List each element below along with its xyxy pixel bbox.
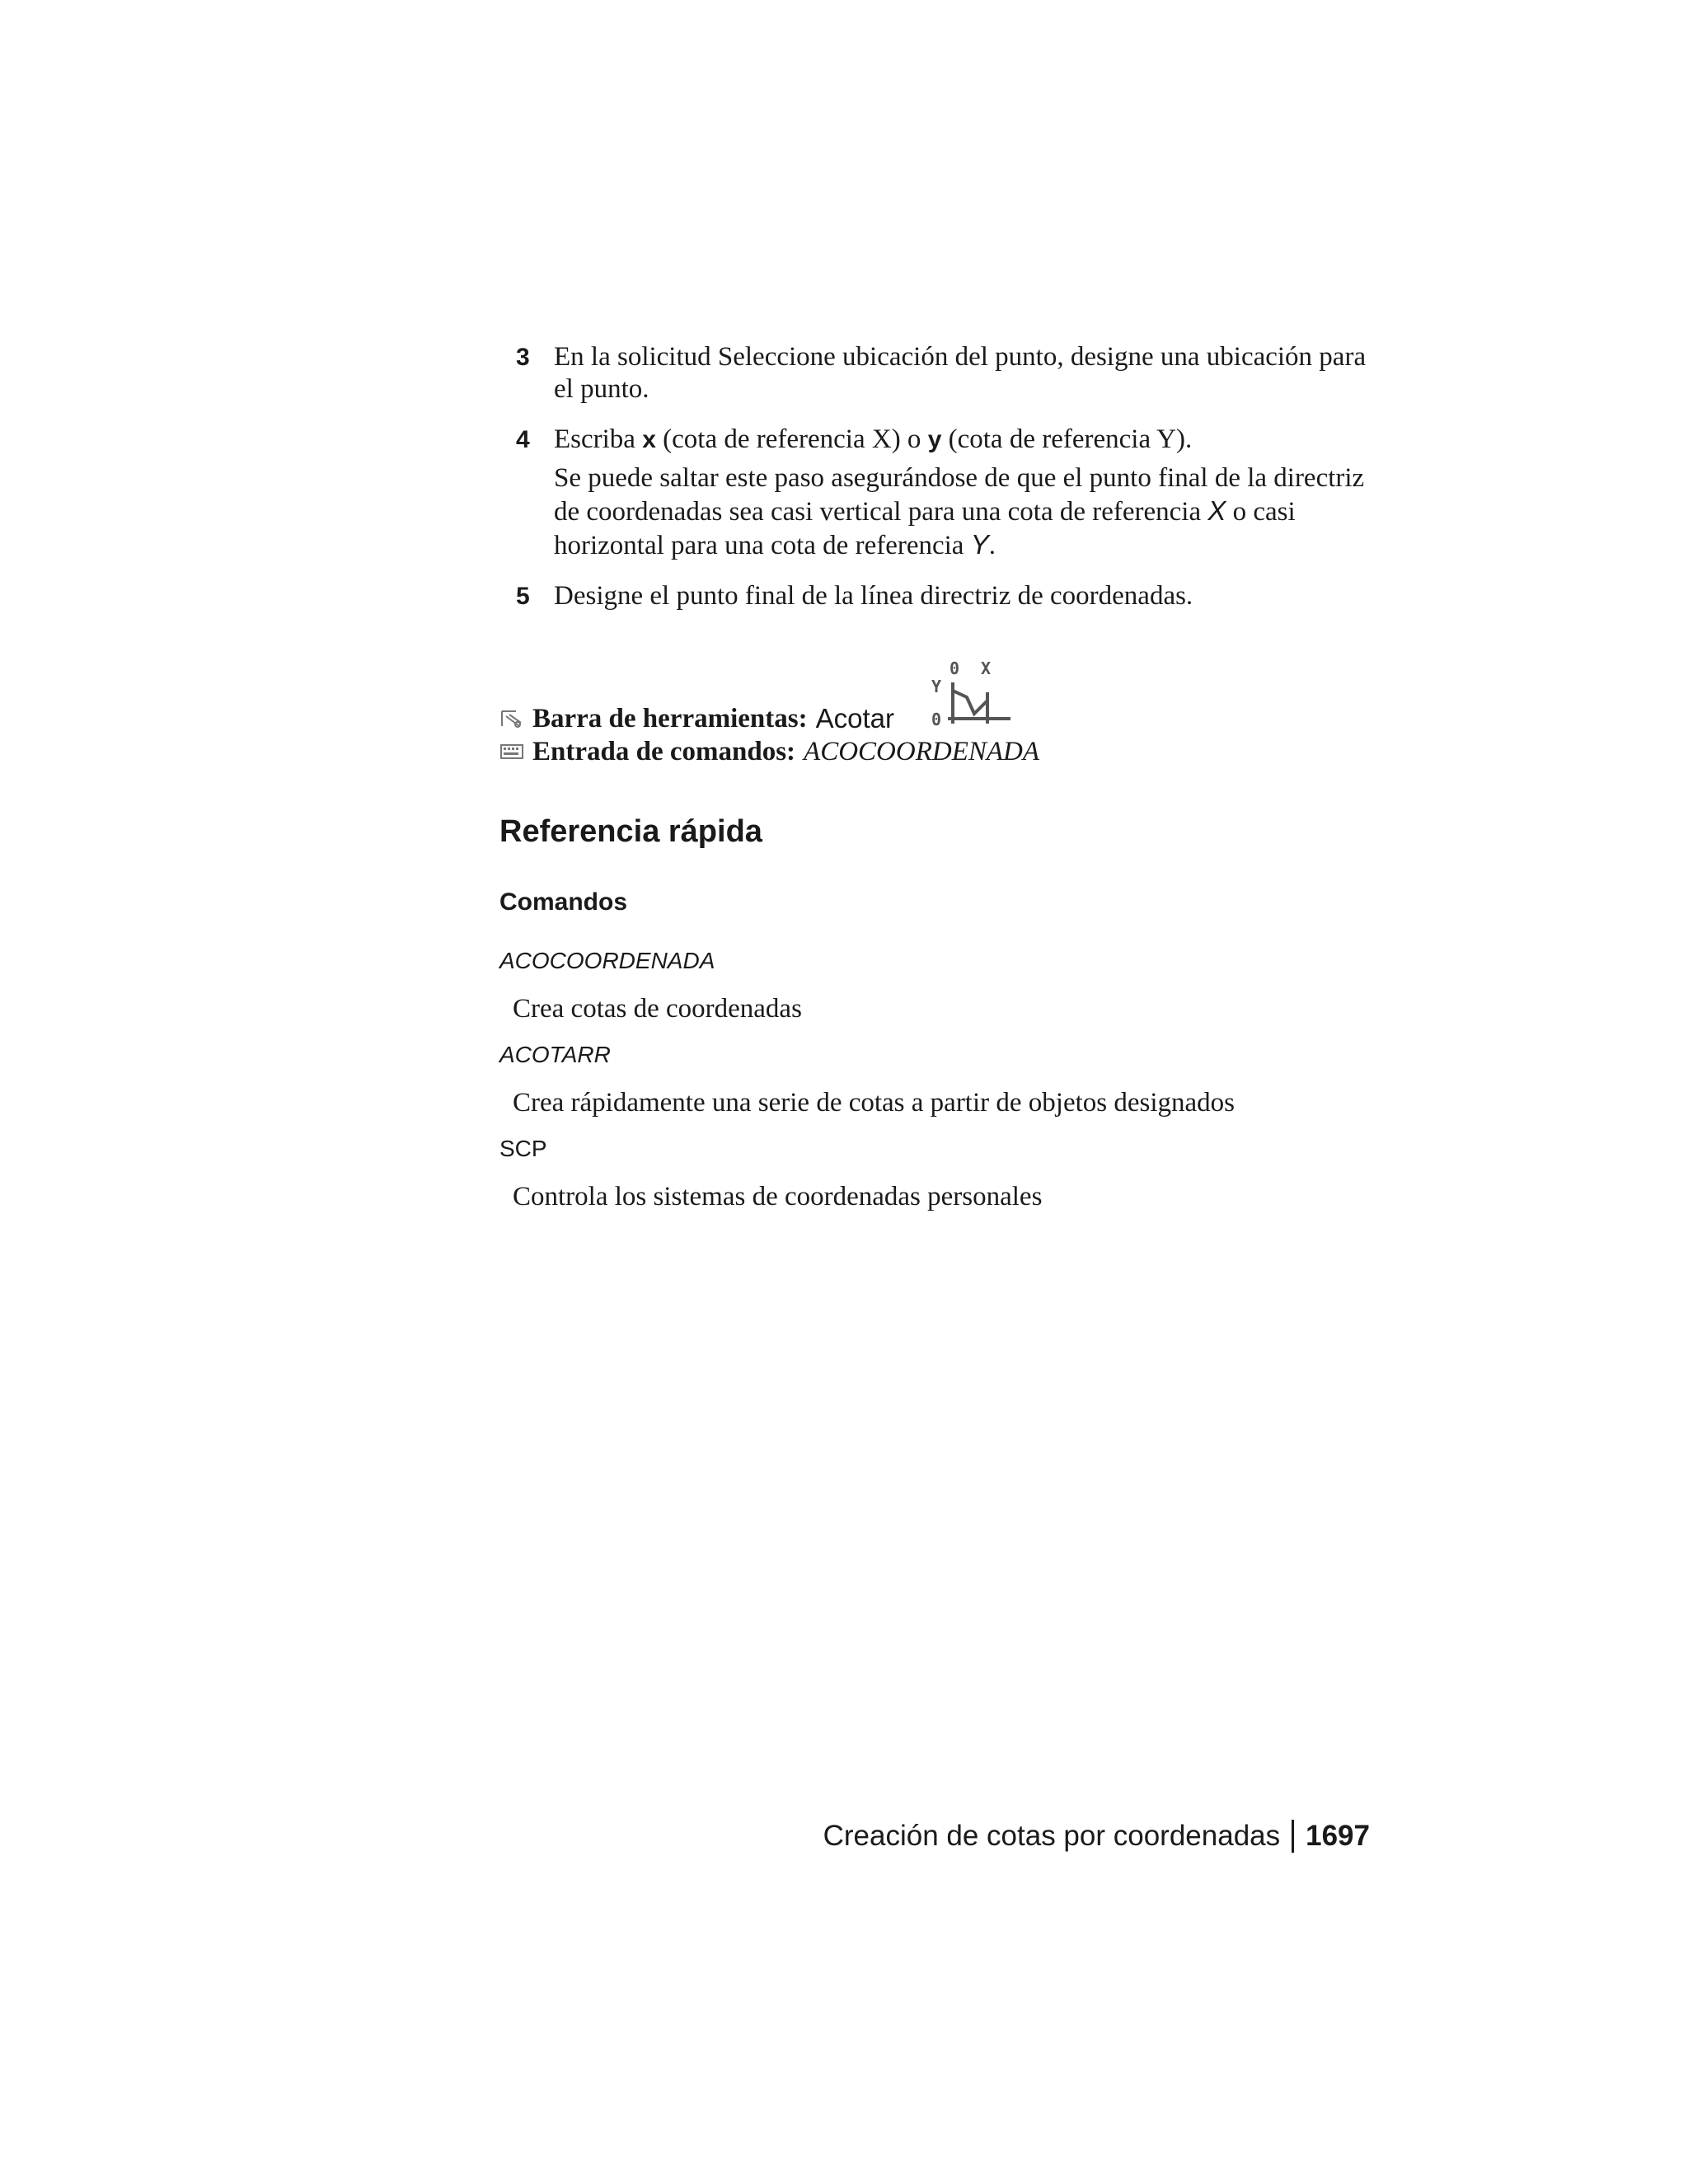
footer-divider bbox=[1292, 1820, 1294, 1853]
page-footer bbox=[823, 1820, 1370, 1853]
page-number: 1697 bbox=[1306, 1820, 1370, 1852]
key-x: x bbox=[642, 426, 656, 453]
step-text: Designe el punto final de la línea directriz de coordenadas. bbox=[554, 581, 1193, 611]
toolbar-access bbox=[499, 702, 1406, 735]
svg-text:X: X bbox=[981, 659, 992, 678]
svg-text:0: 0 bbox=[931, 710, 942, 729]
step-5 bbox=[511, 580, 1385, 612]
command-access bbox=[499, 735, 1406, 768]
step-number: 3 bbox=[516, 344, 530, 371]
step-text: Escriba x (cota de referencia X) o y (cota de referencia Y). bbox=[554, 424, 1193, 454]
command-link-acotarr[interactable]: ACOTARR bbox=[499, 1042, 611, 1067]
command-description: Crea cotas de coordenadas bbox=[513, 994, 802, 1024]
key-y: y bbox=[927, 426, 942, 453]
toolbar-value: Acotar bbox=[815, 703, 894, 733]
toolbar-label: Barra de herramientas: bbox=[532, 704, 808, 733]
footer-title: Creación de cotas por coordenadas bbox=[823, 1820, 1281, 1852]
command-link-acocoordenada[interactable]: ACOCOORDENADA bbox=[499, 948, 715, 973]
step-note: Se puede saltar este paso asegurándose de que el punto final de la directriz de coordenadas sea casi vertical para una cota de referencia X o casi horizontal para una cota de referencia Y. bbox=[554, 463, 1365, 560]
step-number: 4 bbox=[516, 426, 530, 453]
keyboard-icon bbox=[499, 741, 524, 762]
step-text: En la solicitud Seleccione ubicación del punto, designe una ubicación para el punto. bbox=[554, 342, 1367, 404]
command-list bbox=[499, 946, 1406, 1228]
quick-reference-heading: Referencia rápida bbox=[499, 814, 762, 849]
svg-text:0: 0 bbox=[950, 659, 960, 678]
svg-text:Y: Y bbox=[931, 677, 942, 696]
commands-subheading: Comandos bbox=[499, 888, 628, 916]
command-label: Entrada de comandos: bbox=[532, 737, 796, 766]
procedure-steps bbox=[511, 341, 1385, 630]
command-description: Crea rápidamente una serie de cotas a partir de objetos designados bbox=[513, 1088, 1235, 1118]
command-description: Controla los sistemas de coordenadas personales bbox=[513, 1182, 1043, 1212]
command-link-scp[interactable]: SCP bbox=[499, 1136, 547, 1161]
toolbar-icon bbox=[499, 708, 524, 729]
step-3 bbox=[511, 341, 1385, 405]
step-4 bbox=[511, 424, 1385, 562]
command-value: ACOCOORDENADA bbox=[804, 737, 1040, 766]
step-number: 5 bbox=[516, 583, 530, 610]
